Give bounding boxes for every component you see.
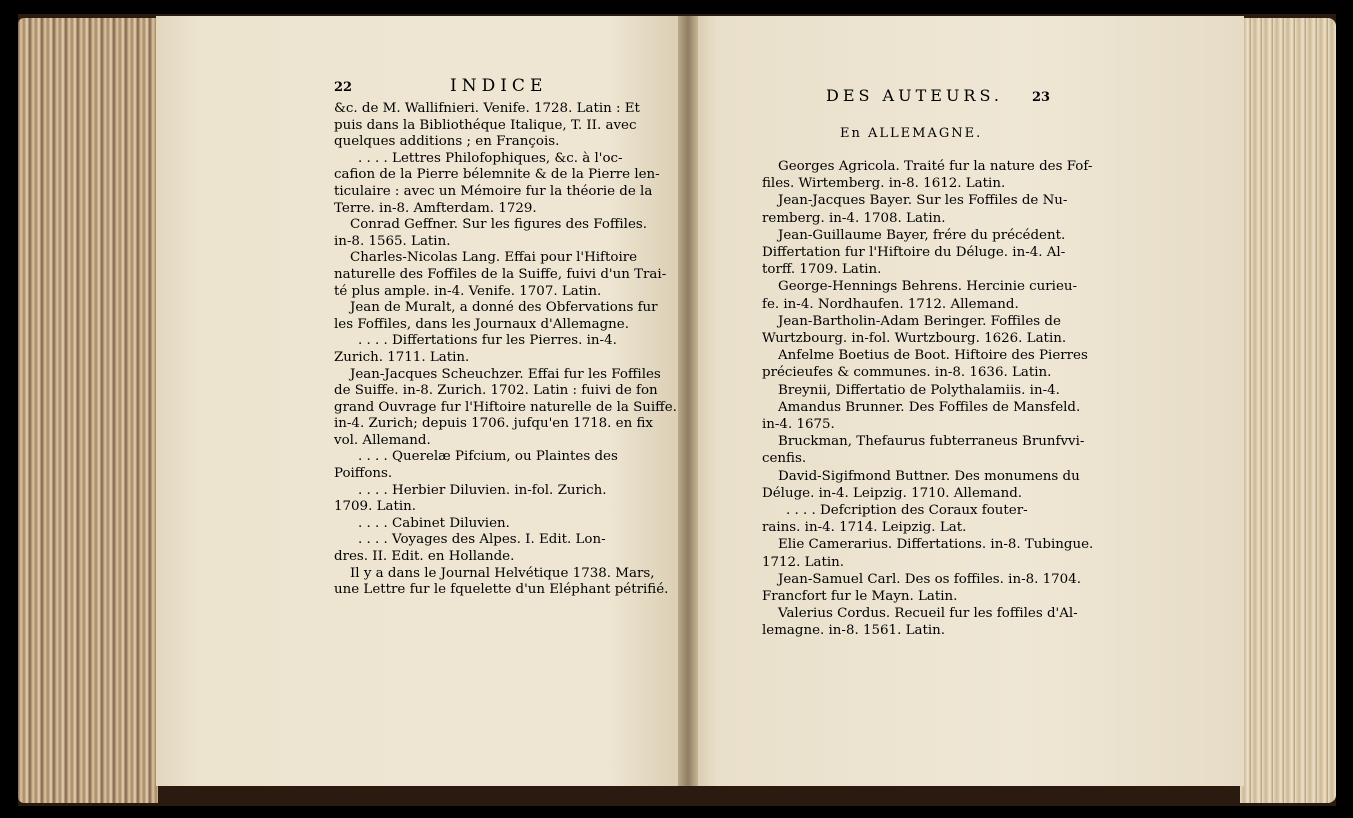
right-page-number: 23 (1032, 90, 1051, 105)
text-line: Jean-Guillaume Bayer, frére du précédent. (778, 227, 1066, 243)
text-line: ticulaire : avec un Mémoire fur la théorie de la (334, 183, 653, 199)
text-line: Jean-Jacques Scheuchzer. Effai fur les Foffiles (350, 366, 661, 382)
text-line: cenfis. (762, 451, 807, 467)
right-running-head: DES AUTEURS. (826, 86, 1003, 105)
text-line: in-8. 1565. Latin. (334, 233, 451, 249)
text-line: George-Hennings Behrens. Hercinie curieu- (778, 279, 1078, 295)
text-line: puis dans la Bibliothéque Italique, T. II. avec (334, 117, 637, 133)
text-line: vol. Allemand. (334, 432, 431, 448)
text-line: . . . . Querelæ Pifcium, ou Plaintes des (358, 449, 618, 465)
text-line: Poiffons. (334, 466, 393, 482)
text-line: grand Ouvrage fur l'Hiftoire naturelle de la Suiffe. (334, 399, 677, 415)
text-line: Bruckman, Thefaurus fubterraneus Brunfvvi- (778, 434, 1085, 450)
text-line: Wurtzbourg. in-fol. Wurtzbourg. 1626. Latin. (762, 331, 1067, 347)
text-line: Jean-Jacques Bayer. Sur les Foffiles de Nu- (778, 193, 1068, 209)
text-line: . . . . Cabinet Diluvien. (358, 515, 510, 531)
text-line: Terre. in-8. Amfterdam. 1729. (334, 200, 537, 216)
right-page-edges (1240, 18, 1336, 803)
text-line: fe. in-4. Nordhaufen. 1712. Allemand. (762, 296, 1019, 312)
right-text-block (762, 158, 1094, 640)
left-text-block (334, 101, 677, 599)
text-line: Conrad Geffner. Sur les figures des Foffiles. (350, 217, 648, 233)
text-line: les Foffiles, dans les Journaux d'Allemagne. (334, 316, 629, 332)
text-line: Amandus Brunner. Des Foffiles de Mansfeld. (778, 399, 1081, 415)
text-line: remberg. in-4. 1708. Latin. (762, 210, 946, 226)
text-line: rains. in-4. 1714. Leipzig. Lat. (762, 520, 967, 536)
text-line: 1712. Latin. (762, 554, 845, 570)
text-line: Jean-Samuel Carl. Des os foffiles. in-8. 1704. (778, 571, 1081, 587)
text-line: . . . . Defcription des Coraux fouter- (786, 503, 1028, 519)
left-running-head: INDICE (450, 76, 548, 96)
text-line: lemagne. in-8. 1561. Latin. (762, 623, 945, 639)
text-line: Il y a dans le Journal Helvétique 1738. Mars, (350, 565, 655, 581)
text-line: naturelle des Foffiles de la Suiffe, fuivi d'un Trai- (334, 266, 667, 282)
text-line: . . . . Herbier Diluvien. in-fol. Zurich. (358, 482, 607, 498)
text-line: Jean-Bartholin-Adam Beringer. Foffiles de (778, 313, 1061, 329)
left-page-number: 22 (334, 80, 353, 95)
text-line: Jean de Muralt, a donné des Obfervations fur (350, 300, 658, 316)
text-line: dres. II. Edit. en Hollande. (334, 549, 515, 565)
section-heading: En ALLEMAGNE. (840, 126, 983, 141)
text-line: . . . . Voyages des Alpes. I. Edit. Lon- (358, 532, 606, 548)
text-line: Zurich. 1711. Latin. (334, 349, 470, 365)
text-line: té plus ample. in-4. Venife. 1707. Latin. (334, 283, 602, 299)
text-line: files. Wirtemberg. in-8. 1612. Latin. (762, 176, 1006, 192)
text-line: 1709. Latin. (334, 499, 417, 515)
book-gutter (678, 16, 698, 786)
text-line: quelques additions ; en François. (334, 134, 560, 150)
text-line: Déluge. in-4. Leipzig. 1710. Allemand. (762, 485, 1023, 501)
text-line: Valerius Cordus. Recueil fur les foffiles d'Al- (778, 606, 1078, 622)
text-line: Anfelme Boetius de Boot. Hiftoire des Pierres (778, 348, 1088, 364)
text-line: . . . . Lettres Philofophiques, &c. à l'oc- (358, 150, 623, 166)
left-page-edges (18, 18, 158, 803)
text-line: David-Sigifmond Buttner. Des monumens du (778, 468, 1080, 484)
text-line: une Lettre fur le fquelette d'un Eléphant pétrifié. (334, 582, 669, 598)
text-line: Francfort fur le Mayn. Latin. (762, 589, 958, 605)
text-line: de Suiffe. in-8. Zurich. 1702. Latin : fuivi de fon (334, 383, 658, 399)
text-line: Elie Camerarius. Differtations. in-8. Tubingue. (778, 537, 1094, 553)
text-line: . . . . Differtations fur les Pierres. in-4. (358, 333, 617, 349)
text-line: in-4. 1675. (762, 417, 835, 433)
text-line: in-4. Zurich; depuis 1706. jufqu'en 1718. en fix (334, 416, 653, 432)
text-line: torff. 1709. Latin. (762, 262, 882, 278)
text-line: &c. de M. Wallifnieri. Venife. 1728. Latin : Et (334, 101, 640, 116)
text-line: précieufes & communes. in-8. 1636. Latin. (762, 365, 1052, 381)
text-line: Charles-Nicolas Lang. Effai pour l'Hiftoire (350, 250, 638, 266)
text-line: Differtation fur l'Hiftoire du Déluge. in-4. Al- (762, 245, 1066, 261)
text-line: Breynii, Differtatio de Polythalamiis. in-4. (778, 382, 1060, 398)
text-line: cafion de la Pierre bélemnite & de la Pierre len- (334, 167, 660, 183)
text-line: Georges Agricola. Traité fur la nature des Fof- (778, 159, 1093, 174)
